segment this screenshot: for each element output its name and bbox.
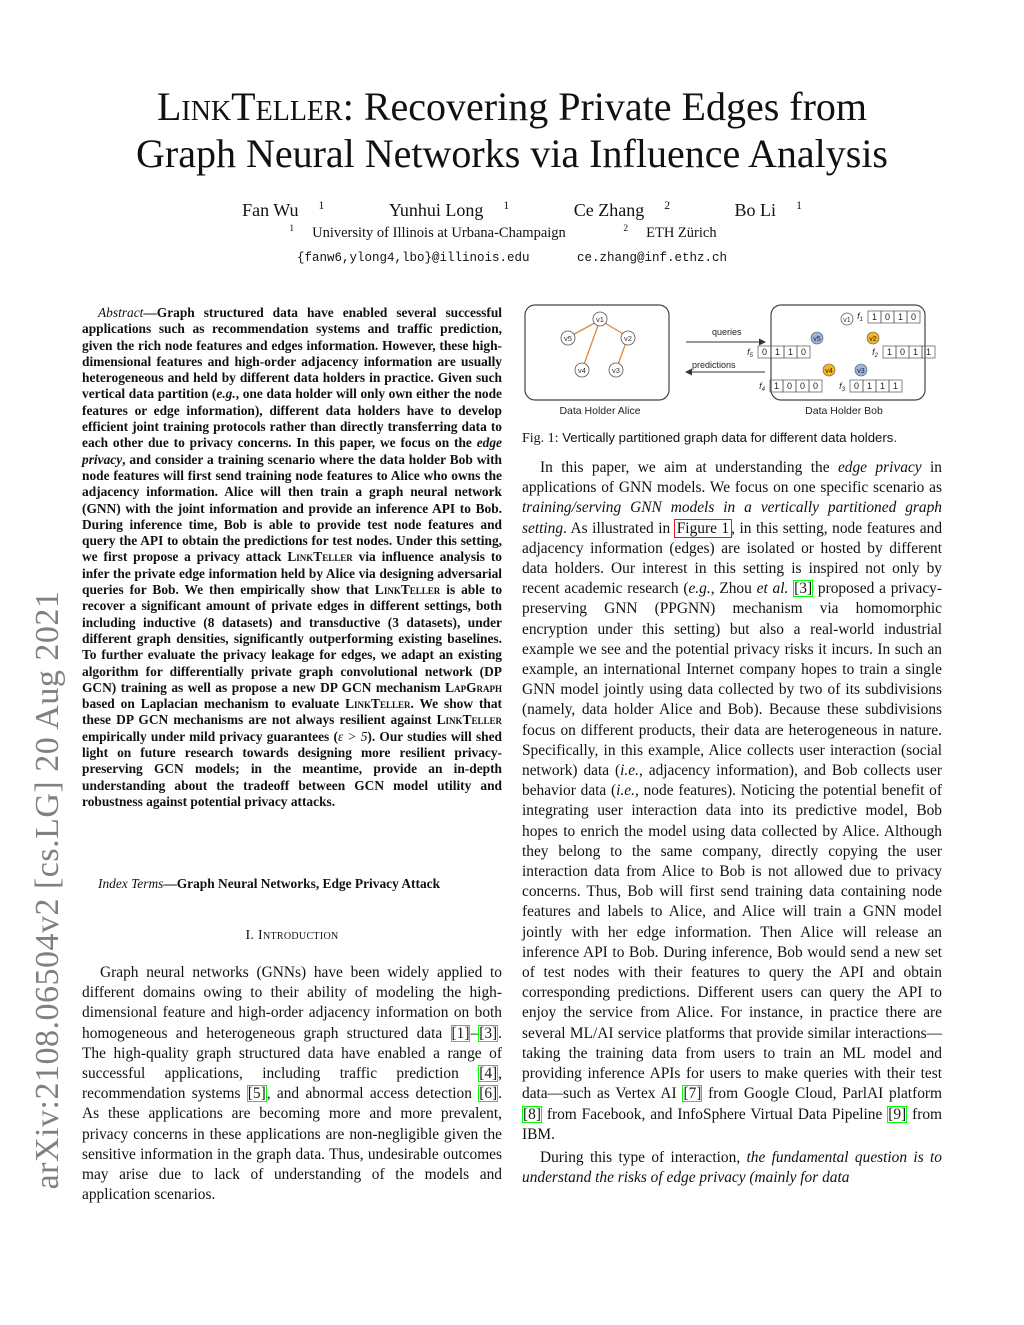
- paper-title: [90, 84, 934, 178]
- abstract: Abstract—Graph structured data have enabled several successful applications such as recommendation systems and traffic prediction, given the rich node features and edges information. However, these high-dimensional features and high-order adjacency information are usually heterogeneous and held by different data holders in practice. Given such vertical data partition (e.g., one data holder will only own either the node features or edge information), different data holders have to develop efficient joint training protocols rather than directly transferring data to each other due to privacy concerns. In this paper, we focus on the edge privacy, and consider a training scenario where the data holder Bob with node features will first send training node features to Alice who owns the adjacency information. Alice will then train a graph neural network (GNN) with the joint information and provide an inference API to Bob. During inference time, Bob is able to provide test node features and query the API to obtain the predictions for test nodes. Under this setting, we first propose a privacy attack LinkTeller via influence analysis to infer the private edge information held by Alice via designing adversarial queries for Bob. We then empirically show that LinkTeller is able to recover a significant amount of private edges in different settings, both including inductive (8 datasets) and transductive (3 datasets), under different graph densities, significantly outperforming existing baselines. To further evaluate the privacy leakage for edges, we adapt an existing algorithm for differentially private graph convolutional network (DP GCN) training as well as propose a new DP GCN mechanism LapGraph based on Laplacian mechanism to evaluate LinkTeller. We show that these DP GCN mechanisms are not always resilient against LinkTeller empirically under mild privacy guarantees (ε > 5). Our studies will shed light on future research towards designing more resilient privacy-preserving GCN models; in the meantime, provide an in-depth understanding about the tradeoff between GCN model utility and robustness against potential privacy attacks.: [82, 305, 503, 809]
- node-label: v4: [578, 366, 586, 375]
- affiliations: [90, 225, 934, 242]
- node-label: v2: [624, 334, 632, 343]
- svg-text:0: 0: [884, 312, 891, 322]
- feature-label: $f_3$: [839, 381, 845, 393]
- node-label: v3: [612, 366, 620, 375]
- svg-text:0: 0: [853, 381, 860, 391]
- title-system-name: LinkTeller: [156, 84, 343, 129]
- svg-text:1: 1: [787, 347, 794, 357]
- feature-label: $f_4$: [759, 381, 765, 393]
- feature-vector-f3: [850, 380, 902, 392]
- citation-link[interactable]: [1]: [451, 1024, 470, 1042]
- right-column-text: [522, 458, 942, 1188]
- svg-text:1: 1: [773, 381, 780, 391]
- svg-text:1: 1: [879, 381, 886, 391]
- author: Fan Wu $^1$: [242, 199, 325, 220]
- predictions-label: predictions: [692, 360, 736, 370]
- svg-text:1: 1: [897, 312, 904, 322]
- node-label: v1: [843, 317, 851, 324]
- svg-text:1: 1: [892, 381, 899, 391]
- svg-text:1: 1: [866, 381, 873, 391]
- feature-vector-f2: [883, 346, 935, 358]
- feature-label: $f_2$: [872, 347, 878, 359]
- figure-caption: Fig. 1: Vertically partitioned graph data for different data holders.: [522, 430, 898, 446]
- email: {fanw6,ylong4,lbo}@illinois.edu: [296, 251, 530, 265]
- citation-link[interactable]: [6]: [479, 1085, 498, 1103]
- citation-link[interactable]: [3]: [794, 580, 813, 598]
- node-label: v4: [825, 368, 833, 375]
- feature-label: $f_1$: [857, 311, 863, 323]
- author-list: [90, 200, 934, 221]
- citation-link[interactable]: [5]: [247, 1085, 266, 1103]
- svg-text:0: 0: [910, 312, 917, 322]
- svg-text:0: 0: [786, 381, 793, 391]
- svg-text:0: 0: [761, 347, 768, 357]
- citation-link[interactable]: [7]: [683, 1085, 702, 1103]
- svg-text:1: 1: [912, 347, 919, 357]
- emails: [90, 251, 934, 265]
- arxiv-id: arXiv:2108.06504v2 [cs.LG] 20 Aug 2021: [29, 590, 66, 1190]
- intro-paragraph: Graph neural networks (GNNs) have been widely applied to different domains owing to their ability of modeling the high-dimensional feature and high-order adjacency information on both homogeneous and heterogeneous graph structured data [1]–[3]. The high-quality graph structured data have enabled a range of successful applications, including traffic prediction [4], recommendation systems [5], and abnormal access detection [6]. As these applications are becoming more and more prevalent, privacy concerns in these applications are non-negligible given the sensitive information in the graph data. Thus, undesirable outcomes may arise due to lack of understanding of the models and application scenarios.: [82, 964, 503, 1204]
- title-line2: Graph Neural Networks via Influence Analysis: [136, 130, 888, 176]
- author: Yunhui Long $^1$: [388, 199, 510, 220]
- svg-text:1: 1: [886, 347, 893, 357]
- node-label: v1: [596, 315, 604, 324]
- feature-vector-f4: [770, 380, 822, 392]
- title-part1: : Recovering Private Edges from: [342, 84, 868, 129]
- citation-link[interactable]: [4]: [479, 1065, 498, 1083]
- section-heading: I. Introduction: [245, 928, 339, 943]
- svg-text:0: 0: [899, 347, 906, 357]
- svg-text:1: 1: [774, 347, 781, 357]
- figure-link[interactable]: Figure 1: [676, 519, 730, 537]
- node-label: v2: [869, 336, 877, 343]
- node-label: v3: [857, 368, 865, 375]
- figure-1: [522, 300, 950, 428]
- email: ce.zhang@inf.ethz.ch: [577, 251, 728, 265]
- arxiv-watermark: [18, 280, 78, 1190]
- svg-text:0: 0: [812, 381, 819, 391]
- node-label: v5: [564, 334, 572, 343]
- paragraph: During this type of interaction, the fundamental question is to understand the risks of edge privacy (mainly for data: [522, 1148, 942, 1187]
- citation-link[interactable]: [9]: [888, 1105, 907, 1123]
- author: Bo Li $^1$: [734, 199, 802, 220]
- feature-label: $f_5$: [747, 347, 753, 359]
- citation-link[interactable]: [8]: [523, 1105, 541, 1123]
- author: Ce Zhang $^2$: [573, 199, 671, 220]
- feature-vector-f5: [758, 346, 810, 358]
- alice-label: Data Holder Alice: [559, 405, 641, 417]
- affiliation: $^2$ ETH Zürich: [623, 224, 717, 241]
- index-terms: Index Terms—Graph Neural Networks, Edge Privacy Attack: [98, 876, 441, 891]
- figure-1-diagram: [522, 300, 950, 428]
- queries-label: queries: [712, 327, 742, 337]
- node-label: v5: [813, 336, 821, 343]
- svg-text:0: 0: [799, 381, 806, 391]
- bob-label: Data Holder Bob: [805, 405, 883, 417]
- svg-text:0: 0: [800, 347, 807, 357]
- alice-edges: [569, 320, 628, 370]
- svg-text:1: 1: [871, 312, 878, 322]
- affiliation: $^1$ University of Illinois at Urbana-Champaign: [289, 224, 566, 241]
- paragraph: In this paper, we aim at understanding the edge privacy in applications of GNN models. We focus on one specific scenario as training/serving GNN models in a vertically partitioned graph setting. As illustrated in Figure 1 , in this setting, node features and adjacency information (edges) are isolated or hosted by different data holders. Our interest in this setting is inspired not only by recent academic research (e.g., Zhou et al. [3] proposed a privacy-preserving GNN (PPGNN) mechanism via homomorphic encryption under this setting) but also a real-world industrial example we see and the potential privacy risks it incurs. In such an example, an international Internet company hopes to train a single GNN model jointly using data collected by two of its subdivisions (namely, data holder Alice and Bob). Because these subdivisions focus on different products, their data are heterogeneous in nature. Specifically, in this example, Alice collects user interaction (social network) data (i.e., adjacency information), and Bob collects user behavior data (i.e., node features). Noticing the potential benefit of integrating user interaction data into its predictive model, Bob hopes to enrich the model using data collected by Alice. Although they belong to the same company, directly copying the user interaction data from Alice to Bob is not allowed due to privacy concerns. Thus, Bob will first send training data containing node features and labels to Alice, and Alice will train a GNN model jointly with her edge information. Then Alice will release an inference API to Bob. During inference, Bob would send a new set of test nodes with their features to query the API and obtain corresponding predictions. Different users can query the API to enjoy the service from Alice. For instance, in practice there are several ML/AI service platforms that provide similar interactions—taking the training data from users to train an ML model and providing inference APIs for users to make queries with their test data—such as Vertex AI [7] from Google Cloud, ParlAI platform [8] from Facebook, and InfoSphere Virtual Data Pipeline [9] from IBM.: [522, 459, 943, 1143]
- svg-text:1: 1: [925, 347, 932, 357]
- feature-vector-f1: [868, 311, 920, 323]
- citation-link[interactable]: [3]: [479, 1024, 498, 1042]
